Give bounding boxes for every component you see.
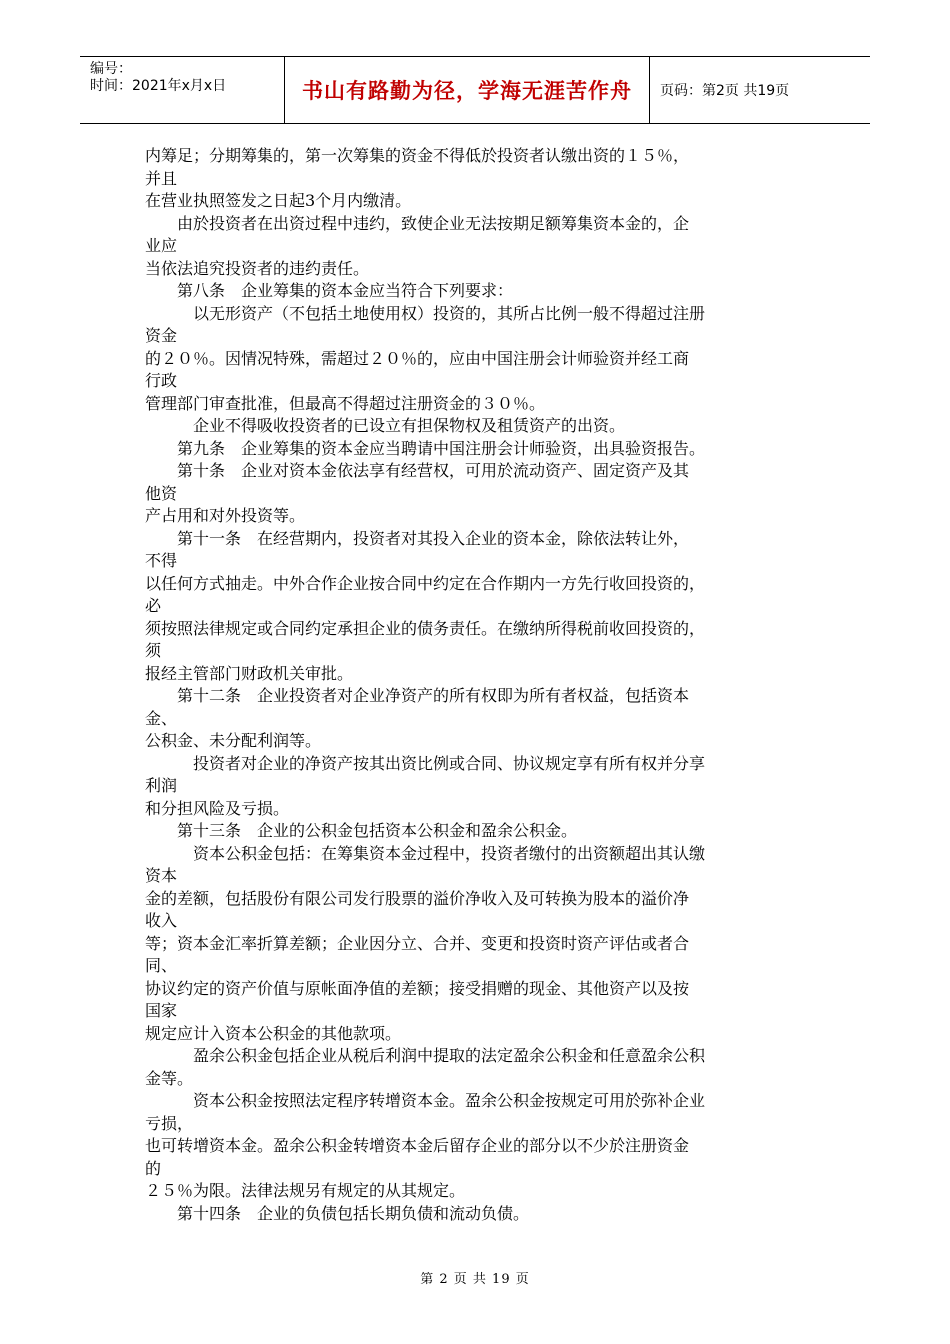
- text-line: 行政: [145, 371, 178, 390]
- text-line: 资本公积金按照法定程序转增资本金。盈余公积金按规定可用於弥补企业: [145, 1091, 706, 1110]
- text-line: 盈余公积金包括企业从税后利润中提取的法定盈余公积金和任意盈余公积: [145, 1046, 706, 1065]
- text-line: 公积金、未分配利润等。: [145, 731, 322, 750]
- text-line: 也可转增资本金。盈余公积金转增资本金后留存企业的部分以不少於注册资金: [145, 1136, 690, 1155]
- text-line: 并且: [145, 168, 178, 188]
- document-time-label: 时间：2021年x月x日: [90, 78, 227, 94]
- text-line: 企业不得吸收投资者的已设立有担保物权及租赁资产的出资。: [145, 416, 626, 435]
- text-line: 以无形资产（不包括土地使用权）投资的，其所占比例一般不得超过注册: [145, 303, 706, 323]
- text-line: 等；资本金汇率折算差额；企业因分立、合并、变更和投资时资产评估或者合: [145, 933, 690, 953]
- document-number-label: 编号：: [90, 61, 132, 77]
- text-line: 收入: [145, 911, 178, 930]
- text-line: 同、: [145, 956, 178, 975]
- text-line: 协议约定的资产价值与原帐面净值的差额；接受捐赠的现金、其他资产以及按: [145, 978, 690, 998]
- text-line: 须按照法律规定或合同约定承担企业的债务责任。在缴纳所得税前收回投资的，: [145, 618, 706, 638]
- text-line: 产占用和对外投资等。: [145, 506, 306, 525]
- text-line: 不得: [145, 551, 178, 570]
- text-line: 资金: [145, 326, 178, 345]
- text-line: 当依法追究投资者的违约责任。: [145, 258, 370, 278]
- text-line: 的２０％。因情况特殊，需超过２０％的，应由中国注册会计师验资并经工商: [145, 348, 690, 368]
- text-line: 第十二条 企业投资者对企业净资产的所有权即为所有者权益，包括资本: [145, 686, 690, 705]
- text-line: 利润: [145, 776, 178, 795]
- text-line: 金、: [145, 708, 178, 728]
- text-line: 第十一条 在经营期内，投资者对其投入企业的资本金，除依法转让外，: [145, 528, 690, 548]
- text-line: 必: [145, 596, 162, 615]
- text-line: 投资者对企业的净资产按其出资比例或合同、协议规定享有所有权并分享: [145, 753, 706, 773]
- text-line: 由於投资者在出资过程中违约，致使企业无法按期足额筹集资本金的，企: [145, 213, 690, 233]
- text-line: 规定应计入资本公积金的其他款项。: [145, 1023, 402, 1043]
- text-line: 亏损，: [145, 1113, 194, 1133]
- text-line: 须: [145, 641, 162, 660]
- text-line: 资本: [145, 866, 178, 885]
- text-line: 第十条 企业对资本金依法享有经营权，可用於流动资产、固定资产及其: [145, 461, 690, 480]
- text-line: 报经主管部门财政机关审批。: [145, 663, 354, 683]
- text-line: 和分担风险及亏损。: [145, 798, 290, 818]
- header-motto: 书山有路勤为径，学海无涯苦作舟: [284, 57, 650, 123]
- text-line: 资本公积金包括：在筹集资本金过程中，投资者缴付的出资额超出其认缴: [145, 843, 706, 863]
- text-line: 管理部门审查批准，但最高不得超过注册资金的３０％。: [145, 393, 546, 413]
- text-line: 他资: [145, 483, 178, 503]
- text-line: 内筹足；分期筹集的，第一次筹集的资金不得低於投资者认缴出资的１５％，: [145, 146, 690, 165]
- text-line: 第十四条 企业的负债包括长期负债和流动负债。: [145, 1203, 530, 1223]
- header-page-info: 页码：第2页 共19页: [660, 83, 790, 99]
- text-line: 第十三条 企业的公积金包括资本公积金和盈余公积金。: [145, 821, 578, 840]
- text-line: 第九条 企业筹集的资本金应当聘请中国注册会计师验资，出具验资报告。: [145, 438, 706, 458]
- document-body: [145, 145, 815, 1225]
- text-line: 国家: [145, 1001, 178, 1020]
- text-line: 在营业执照签发之日起3个月内缴清。: [145, 191, 412, 210]
- page-footer: 第 2 页 共 19 页: [420, 1272, 530, 1287]
- text-line: 业应: [145, 236, 178, 255]
- text-line: 金等。: [145, 1068, 194, 1088]
- header-meta: [80, 57, 284, 123]
- text-line: 金的差额，包括股份有限公司发行股票的溢价净收入及可转换为股本的溢价净: [145, 888, 690, 908]
- text-line: 以任何方式抽走。中外合作企业按合同中约定在合作期内一方先行收回投资的，: [145, 573, 706, 593]
- text-line: ２５％为限。法律法规另有规定的从其规定。: [145, 1181, 466, 1200]
- text-line: 第八条 企业筹集的资本金应当符合下列要求：: [145, 281, 514, 300]
- text-line: 的: [145, 1158, 162, 1178]
- page-header: [80, 56, 870, 124]
